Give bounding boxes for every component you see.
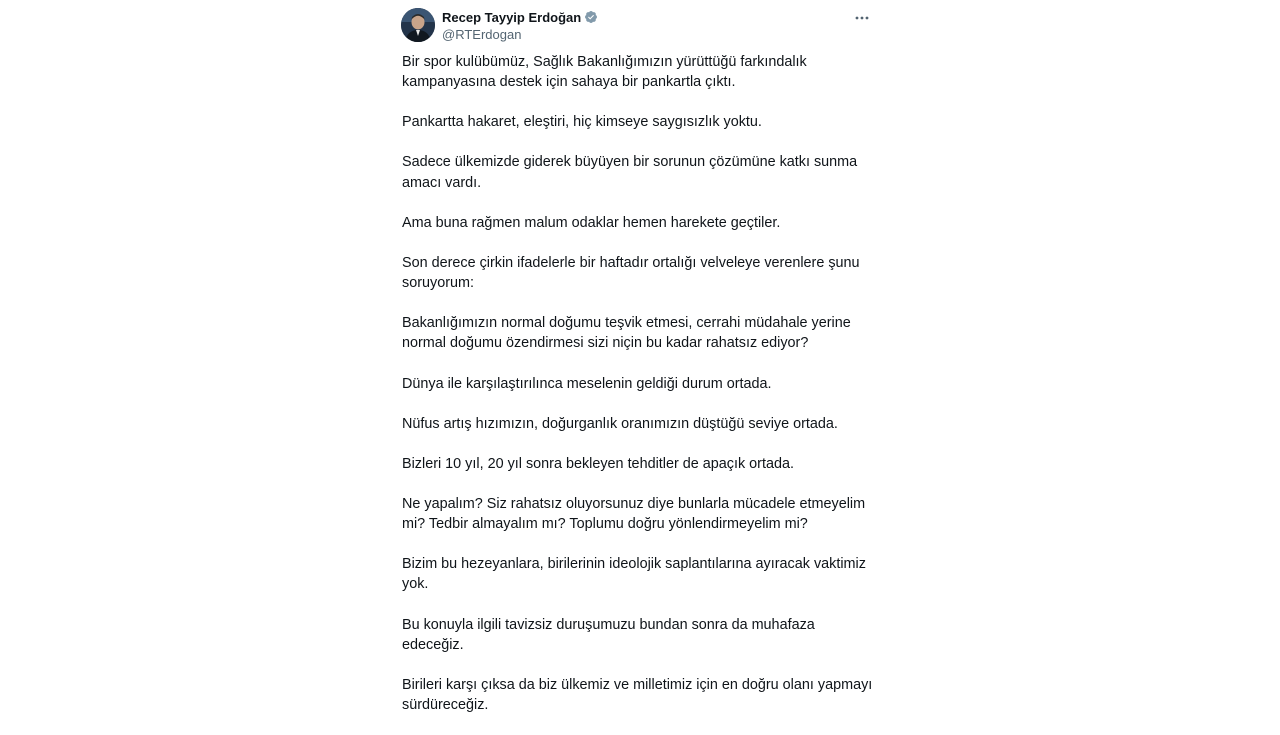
tweet-paragraph: Ne yapalım? Siz rahatsız oluyorsunuz diye bunlarla mücadele etmeyelim mi? Tedbir almayalım mı? Toplumu doğru yönlendirmeyelim mi? xyxy=(402,496,866,533)
tweet-paragraph: Bakanlığımızın normal doğumu teşvik etmesi, cerrahi müdahale yerine normal doğumu özendirmesi sizi niçin bu kadar rahatsız ediyor? xyxy=(402,315,851,352)
tweet-paragraph: Dünya ile karşılaştırılınca meselenin geldiği durum ortada. xyxy=(402,375,772,392)
tweet-paragraph: Birileri karşı çıksa da biz ülkemiz ve milletimiz için en doğru olanı yapmayı sürdüreceğiz. xyxy=(402,676,873,713)
tweet-paragraph: Bizim bu hezeyanlara, birilerinin ideolojik saplantılarına ayıracak vaktimiz yok. xyxy=(402,556,866,593)
more-options-button[interactable] xyxy=(850,10,874,26)
tweet-paragraph: Bu konuyla ilgili tavizsiz duruşumuzu bundan sonra da muhafaza edeceğiz. xyxy=(402,616,815,653)
author-names xyxy=(442,8,598,42)
avatar-image xyxy=(401,8,435,42)
tweet-paragraph: Bizleri 10 yıl, 20 yıl sonra bekleyen tehditler de apaçık ortada. xyxy=(402,455,794,472)
tweet-paragraph: Son derece çirkin ifadelerle bir haftadır ortalığı velveleye verenlere şunu soruyorum: xyxy=(402,254,860,292)
tweet-paragraph: Ama buna rağmen malum odaklar hemen harekete geçtiler. xyxy=(402,214,781,231)
name-row xyxy=(442,8,598,26)
author-handle[interactable]: @RTErdogan xyxy=(442,27,522,42)
tweet-text xyxy=(402,52,878,735)
tweet-paragraph: Nüfus artış hızımızın, doğurganlık oranımızın düştüğü seviye ortada. xyxy=(402,415,838,432)
tweet-header xyxy=(400,6,880,46)
tweet-paragraph: Sadece ülkemizde giderek büyüyen bir sorunun çözümüne katkı sunma amacı vardı. xyxy=(402,154,858,191)
more-horizontal-icon xyxy=(855,16,869,20)
verified-badge-icon xyxy=(584,10,598,24)
tweet-paragraph: Bir spor kulübümüz, Sağlık Bakanlığımızın yürüttüğü farkındalık kampanyasına destek için sahaya bir pankartla çıktı. xyxy=(402,54,807,91)
avatar[interactable] xyxy=(401,8,435,42)
tweet-paragraph: Pankartta hakaret, eleştiri, hiç kimseye saygısızlık yoktu. xyxy=(402,114,762,131)
tweet xyxy=(400,0,880,720)
author-display-name[interactable]: Recep Tayyip Erdoğan xyxy=(442,9,582,25)
